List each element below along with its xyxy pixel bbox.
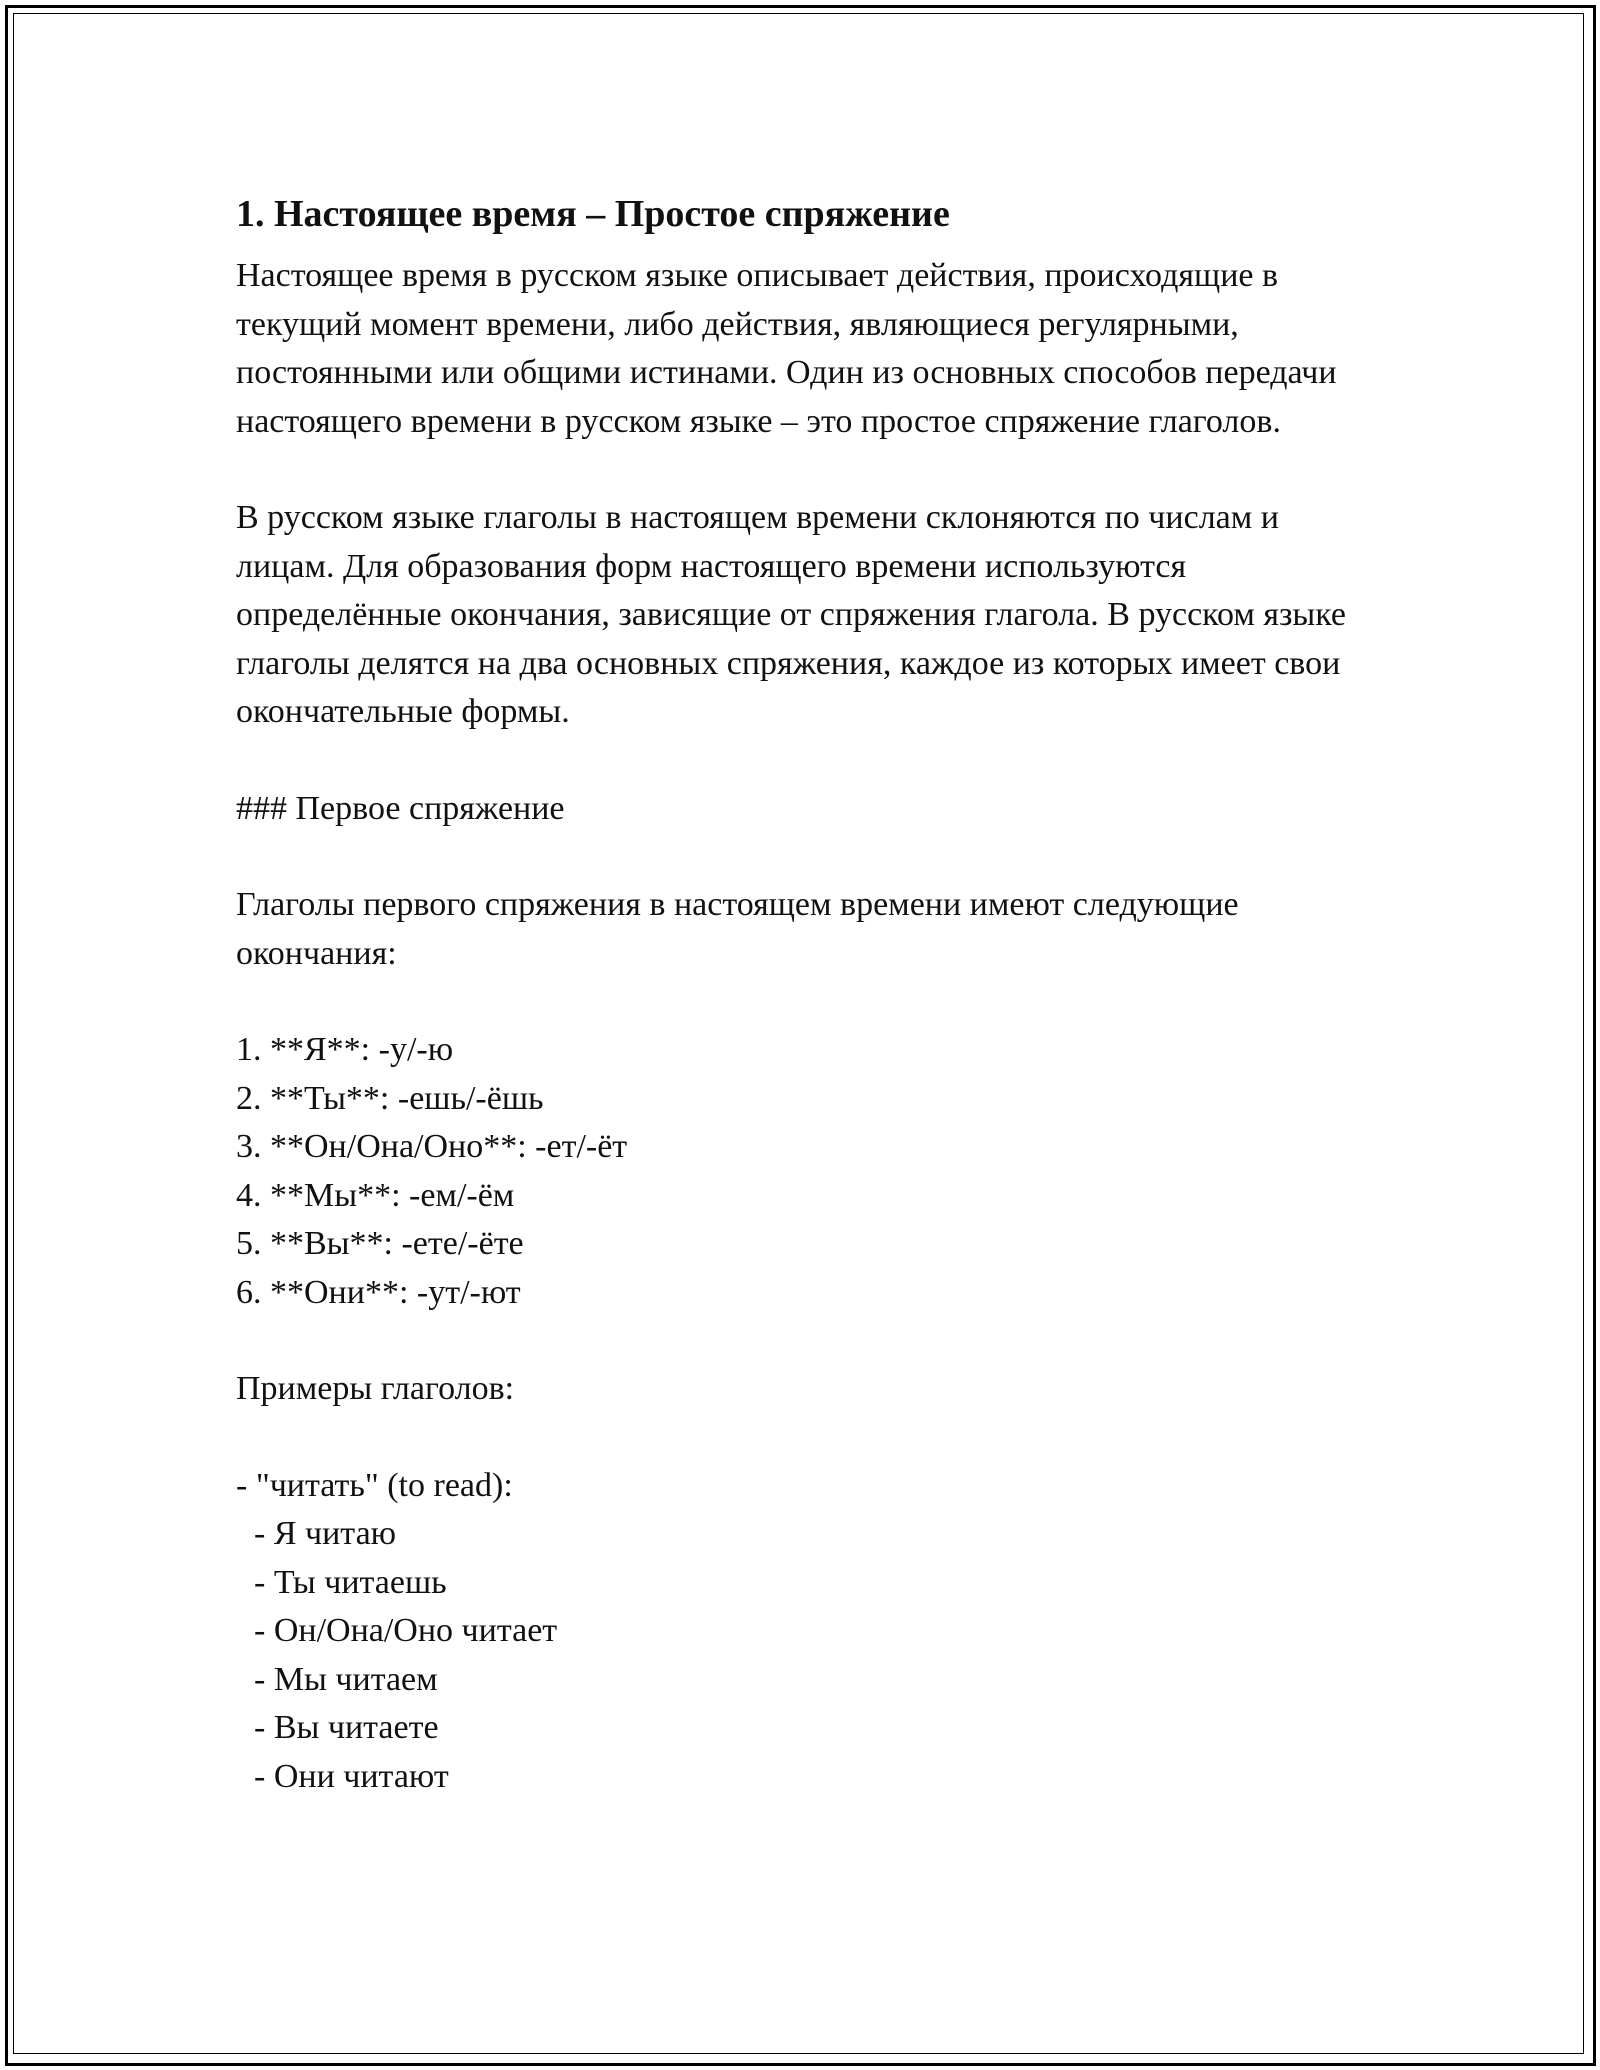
endings-list <box>236 1026 1366 1317</box>
list-item: 2. **Ты**: -ешь/-ёшь <box>236 1079 544 1117</box>
examples-list <box>236 1462 1366 1802</box>
list-item: 4. **Мы**: -ем/-ём <box>236 1176 515 1214</box>
endings-intro: Глаголы первого спряжения в настоящем времени имеют следующие окончания: <box>236 886 1239 972</box>
subheading-first-conjugation: ### Первое спряжение <box>236 789 565 827</box>
list-item: 5. **Вы**: -ете/-ёте <box>236 1225 524 1262</box>
paragraph-present-tense-intro: Настоящее время в русском языке описывает действия, происходящие в текущий момент времени, либо действия, являющиеся регулярными, постоянными или общими истинами. Один из основных способов передачи настоящего времени в русском языке – это простое спряжение глаголов. <box>236 257 1337 440</box>
list-item: - Они читают <box>254 1757 449 1795</box>
document-title: 1. Настоящее время – Простое спряжение <box>236 193 950 235</box>
list-item: 6. **Они**: -ут/-ют <box>236 1273 521 1311</box>
list-item: 1. **Я**: -у/-ю <box>236 1031 454 1068</box>
list-item: - Он/Она/Оно читает <box>254 1612 558 1649</box>
example-verb: - "читать" (to read): <box>236 1466 513 1504</box>
list-item: - Я читаю <box>254 1515 397 1552</box>
list-item: - Ты читаешь <box>254 1563 447 1601</box>
list-item: 3. **Он/Она/Оно**: -ет/-ёт <box>236 1128 628 1165</box>
list-item: - Мы читаем <box>254 1660 438 1698</box>
paragraph-conjugation-overview: В русском языке глаголы в настоящем времени склоняются по числам и лицам. Для образования форм настоящего времени используются определённые окончания, зависящие от спряжения глагола. В русском языке глаголы делятся на два основных спряжения, каждое из которых имеет свои окончательные формы. <box>236 499 1347 730</box>
list-item: - Вы читаете <box>254 1709 439 1746</box>
examples-label: Примеры глаголов: <box>236 1370 515 1407</box>
document-body <box>236 186 1366 1801</box>
